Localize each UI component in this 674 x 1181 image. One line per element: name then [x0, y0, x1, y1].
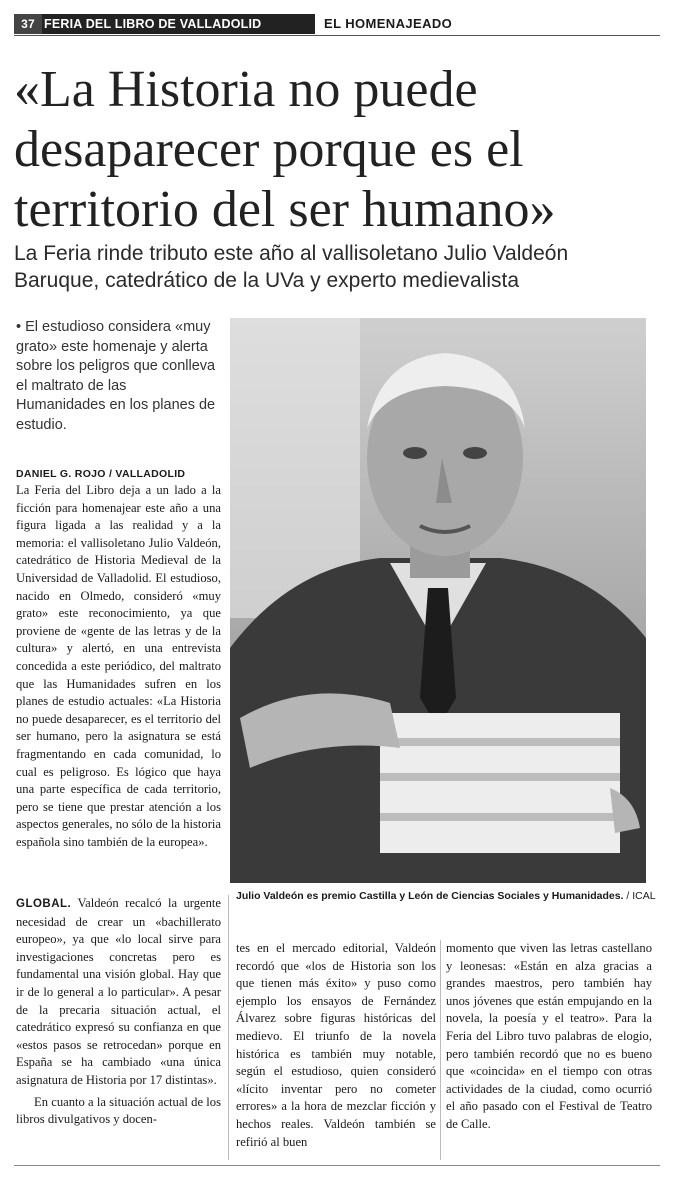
article-body-column-1: La Feria del Libro deja a un lado a la ficción para homenajear este año a una figura ligada a las realidad y a la memoria: el vallisoletano Julio Valdeón, catedrático de Historia Medieval de la Universidad de Valladolid. El estudioso, nacido en Olmedo, consideró «muy grato» este reconocimiento, ya que proviene de «gente de las letras y de la cultura» y alertó, en una entrevista concedida a este periódico, del maltrato que las Humanidades sufren en los planes de estudio actuales: «La Historia no puede desaparecer, es el territorio del ser humano, pero la asignatura se está fragmentando en cada comunidad, lo cual es peligroso. Es lógico que haya una parte específica de cada territorio, pero se tiene que prestar atención a los aspectos generales, no sólo de la historia española sino también de la europea».	[16, 483, 221, 849]
bottom-rule	[14, 1165, 660, 1166]
photo-credit: / ICAL	[626, 890, 656, 902]
subheadline: La Feria rinde tributo este año al vallisoletano Julio Valdeón Baruque, catedrático de la UVa y experto medievalista	[14, 242, 569, 292]
section-label: EL HOMENAJEADO	[324, 16, 453, 31]
photo-caption	[236, 890, 656, 902]
headline: «La Historia no puede desaparecer porque es el territorio del ser humano»	[14, 61, 556, 238]
paragraph-text: En cuanto a la situación actual de los libros divulgativos y docen-	[16, 1094, 221, 1127]
column-divider	[228, 895, 229, 1160]
paragraph-lead-word: GLOBAL.	[16, 898, 72, 910]
header-rule	[14, 35, 660, 36]
paragraph-text: Valdeón recalcó la urgente necesidad de crear un «bachillerato europeo», ya que «lo local sirve para investigaciones concretas pero es fundamental una visión global. Hay que ir de lo general a lo particular». A pesar de la precaria situación actual, el catedrático expresó su confianza en que «estos pasos se retrocedan» porque en España se ha cambiado «una única asignatura de Historia por 17 distintas».	[16, 896, 221, 1087]
section-tag	[14, 14, 315, 34]
article-body-column-3: momento que viven las letras castellano y leonesas: «Están en alza gracias a grandes maestros, pero también hay unos jóvenes que están empujando en la novela, la poesía y el teatro». Para la Feria del Libro tuvo palabras de elogio, pero también recordó que no es bueno que «coincida» en el tiempo con otras actividades de la ciudad, como ocurrió el año pasado con el Festival de Teatro de Calle.	[446, 941, 652, 1131]
photo-caption-text: Julio Valdeón es premio Castilla y León de Ciencias Sociales y Humanidades.	[236, 890, 624, 902]
highlight-note: • El estudioso considera «muy grato» este homenaje y alerta sobre los peligros que conlleva el maltrato de las Humanidades en los planes de estudio.	[16, 319, 216, 433]
byline: DANIEL G. ROJO / VALLADOLID	[16, 468, 186, 480]
column-divider	[440, 940, 441, 1160]
paragraph-global	[16, 895, 221, 1090]
portrait-photo	[230, 318, 646, 883]
section-number: 37	[14, 14, 42, 34]
article-body-column-2: tes en el mercado editorial, Valdeón recordó que «los de Historia son los que tienen más éxito» y puso como ejemplo los ensayos de Fernández Álvarez sobre figuras históricas del medievo. El triunfo de la novela histórica es también muy notable, según el estudioso, quien consideró «lícito inventar pero no cometer errores» a la hora de mezclar ficción y hechos reales. Valdeón también se refirió al buen	[236, 941, 436, 1149]
portrait-illustration	[230, 318, 646, 883]
section-tag-label: FERIA DEL LIBRO DE VALLADOLID	[44, 17, 262, 31]
article-body-column-1-lower	[16, 895, 221, 1129]
section-header	[14, 14, 660, 36]
